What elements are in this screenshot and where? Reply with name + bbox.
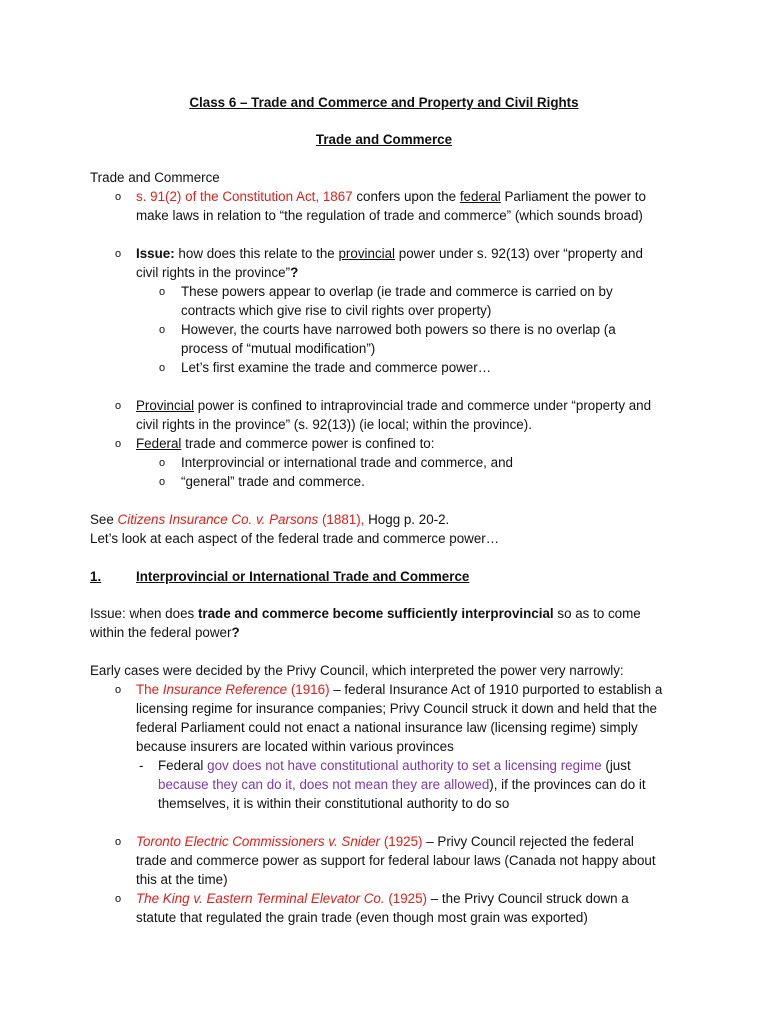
case-citation: Citizens Insurance Co. v. Parsons — [117, 512, 319, 527]
list-item-cont: civil rights in the province” (s. 92(13)) (ie local; within the province). — [136, 417, 532, 432]
bullet-marker: o — [115, 248, 122, 260]
heading-number: 1. — [90, 569, 102, 584]
citation: s. 91(2) of the Constitution Act, 1867 — [136, 189, 353, 204]
sub-item-cont: because they can do it, does not mean they are allowed), if the provinces can do it — [158, 777, 646, 792]
bullet-marker: o — [115, 400, 122, 412]
list-item: Issue: how does this relate to the provincial power under s. 92(13) over “property and — [136, 246, 643, 261]
bullet-marker: o — [159, 362, 166, 374]
list-item-cont: licensing regime for insurance companies; Privy Council struck it down and held that the — [136, 701, 658, 716]
highlight-text: because they can do it, does not mean they are allowed — [158, 777, 490, 792]
list-item: The King v. Eastern Terminal Elevator Co. (1925) – the Privy Council struck down a — [136, 891, 629, 906]
bullet-marker: o — [115, 684, 122, 696]
bullet-marker: o — [115, 191, 122, 203]
list-item-cont: because insurers are located within various provinces — [136, 739, 454, 754]
list-item: s. 91(2) of the Constitution Act, 1867 confers upon the federal Parliament the power to — [136, 189, 646, 204]
list-item-cont: this at the time) — [136, 872, 228, 887]
list-item: Toronto Electric Commissioners v. Snider (1925) – Privy Council rejected the federal — [136, 834, 634, 849]
case-citation: Toronto Electric Commissioners v. Snider — [136, 834, 381, 849]
list-item: Federal trade and commerce power is confined to: — [136, 436, 435, 451]
bullet-marker: o — [159, 476, 166, 488]
bullet-marker: o — [159, 457, 166, 469]
paragraph-cont: within the federal power? — [90, 625, 240, 640]
list-item-cont: trade and commerce power as support for federal labour laws (Canada not happy about — [136, 853, 656, 868]
paragraph: Early cases were decided by the Privy Council, which interpreted the power very narrowly: — [90, 663, 624, 678]
sub-item: Federal gov does not have constitutional authority to set a licensing regime (just — [158, 758, 631, 773]
sub-item: Interprovincial or international trade and commerce, and — [181, 455, 513, 470]
section-title: Trade and Commerce — [315, 132, 453, 147]
sub-item-cont: contracts which give rise to civil rights over property) — [181, 303, 492, 318]
sub-item: “general” trade and commerce. — [181, 474, 365, 489]
sub-item: However, the courts have narrowed both powers so there is no overlap (a — [181, 322, 616, 337]
case-citation: The King v. Eastern Terminal Elevator Co. — [136, 891, 385, 906]
bullet-marker: o — [115, 438, 122, 450]
list-item-cont: federal Parliament could not enact a national insurance law (licensing regime) simply — [136, 720, 638, 735]
list-item-cont: civil rights in the province”? — [136, 265, 299, 280]
dash-marker: - — [139, 758, 144, 773]
sub-item: Let’s first examine the trade and commerce power… — [181, 360, 492, 375]
bullet-marker: o — [159, 286, 166, 298]
sub-item-cont: process of “mutual modification”) — [181, 341, 376, 356]
list-item: Provincial power is confined to intraprovincial trade and commerce under “property and — [136, 398, 652, 413]
sub-item: These powers appear to overlap (ie trade and commerce is carried on by — [181, 284, 613, 299]
class-title: Class 6 – Trade and Commerce and Property and Civil Rights — [189, 95, 579, 110]
bullet-marker: o — [115, 836, 122, 848]
see-reference: See Citizens Insurance Co. v. Parsons (1881), Hogg p. 20-2. — [90, 512, 450, 527]
intro-heading: Trade and Commerce — [90, 170, 220, 185]
list-item-cont: statute that regulated the grain trade (even though most grain was exported) — [136, 910, 588, 925]
paragraph: Let’s look at each aspect of the federal trade and commerce power… — [90, 531, 500, 546]
list-item: The Insurance Reference (1916) – federal Insurance Act of 1910 purported to establish a — [136, 682, 663, 697]
sub-item-cont: themselves, it is within their constitutional authority to do so — [158, 796, 510, 811]
list-item-cont: make laws in relation to “the regulation of trade and commerce” (which sounds broad) — [136, 208, 643, 223]
case-citation: Insurance Reference — [162, 682, 288, 697]
bullet-marker: o — [159, 324, 166, 336]
paragraph: Issue: when does trade and commerce become sufficiently interprovincial so as to come — [90, 606, 641, 621]
bullet-marker: o — [115, 893, 122, 905]
heading-text: Interprovincial or International Trade and Commerce — [136, 569, 470, 584]
highlight-text: gov does not have constitutional authority to set a licensing regime — [207, 758, 602, 773]
